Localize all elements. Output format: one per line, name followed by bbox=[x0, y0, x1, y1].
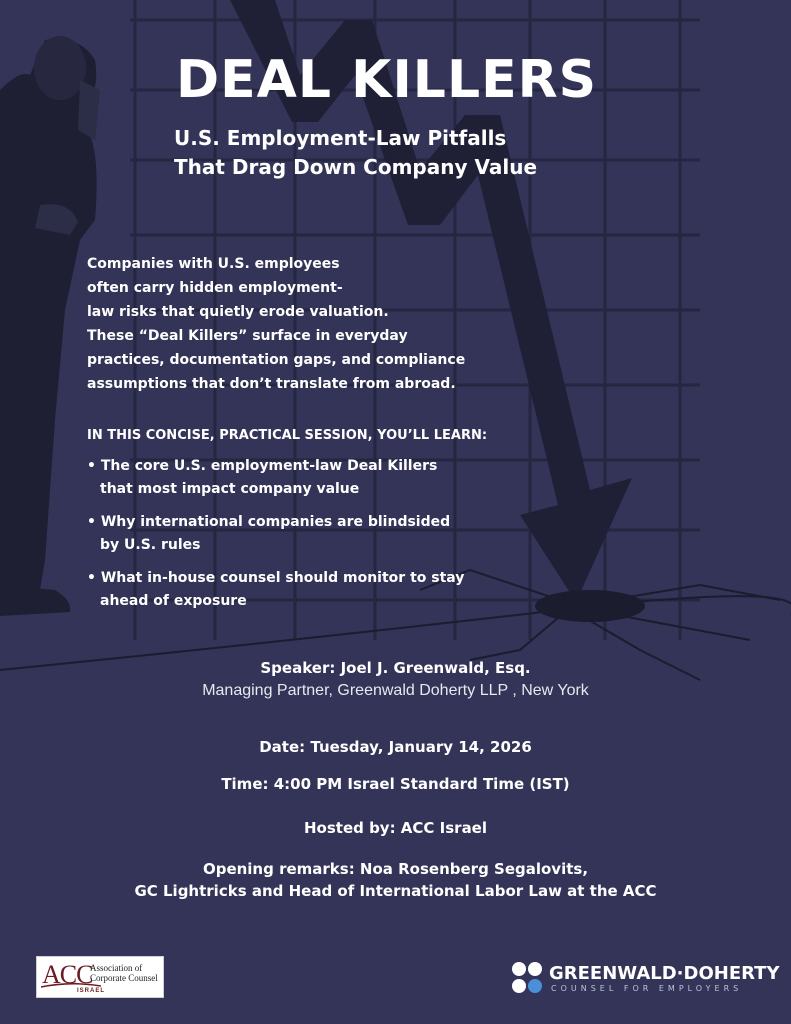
bullet-line: • What in-house counsel should monitor to stay bbox=[87, 570, 465, 586]
gd-dots-icon bbox=[511, 960, 545, 996]
subtitle-line: That Drag Down Company Value bbox=[174, 155, 538, 179]
learning-point bbox=[87, 567, 464, 613]
bullet-line: that most impact company value bbox=[100, 481, 360, 497]
bullet-line: • Why international companies are blindsided bbox=[87, 514, 451, 530]
learn-heading: IN THIS CONCISE, PRACTICAL SESSION, YOU’LL LEARN: bbox=[87, 428, 488, 443]
bullet-line: ahead of exposure bbox=[100, 593, 247, 609]
speaker-name: Speaker: Joel J. Greenwald, Esq. bbox=[260, 659, 531, 677]
event-subtitle bbox=[174, 124, 634, 182]
acc-logo-mark: ACC bbox=[42, 960, 93, 989]
acc-name-line: Association of bbox=[90, 963, 143, 973]
learning-points-list bbox=[87, 455, 464, 623]
bullet-line: • The core U.S. employment-law Deal Killers bbox=[87, 458, 438, 474]
intro-paragraph bbox=[87, 252, 527, 396]
businessman-silhouette bbox=[0, 36, 100, 616]
gd-logo-tagline: COUNSEL FOR EMPLOYERS bbox=[551, 984, 743, 993]
opening-remarks-line: GC Lightricks and Head of International Labor Law at the ACC bbox=[134, 882, 657, 900]
acc-israel-logo bbox=[36, 956, 164, 998]
intro-line: practices, documentation gaps, and compliance bbox=[87, 352, 466, 368]
learning-point bbox=[87, 511, 464, 557]
intro-line: often carry hidden employment- bbox=[87, 280, 343, 296]
learning-point bbox=[87, 455, 464, 501]
acc-logo-name bbox=[90, 963, 162, 983]
event-date: Date: Tuesday, January 14, 2026 bbox=[259, 738, 532, 756]
speaker-role: Managing Partner, Greenwald Doherty LLP , New York bbox=[202, 682, 589, 699]
event-time: Time: 4:00 PM Israel Standard Time (IST) bbox=[221, 775, 570, 793]
acc-name-line: Corporate Counsel bbox=[90, 973, 158, 983]
acc-logo-country: ISRAEL bbox=[77, 988, 106, 994]
impact-splat bbox=[535, 590, 645, 622]
subtitle-line: U.S. Employment-Law Pitfalls bbox=[174, 126, 507, 150]
gd-logo-name: GREENWALD·DOHERTY bbox=[549, 963, 780, 984]
opening-remarks-line: Opening remarks: Noa Rosenberg Segalovits, bbox=[202, 860, 589, 878]
event-title: DEAL KILLERS bbox=[176, 50, 598, 110]
bullet-line: by U.S. rules bbox=[100, 537, 201, 553]
event-host: Hosted by: ACC Israel bbox=[303, 819, 488, 837]
greenwald-doherty-logo bbox=[511, 960, 780, 1000]
intro-line: These “Deal Killers” surface in everyday bbox=[87, 328, 408, 344]
intro-line: Companies with U.S. employees bbox=[87, 256, 340, 272]
intro-line: law risks that quietly erode valuation. bbox=[87, 304, 389, 320]
intro-line: assumptions that don’t translate from abroad. bbox=[87, 376, 456, 392]
